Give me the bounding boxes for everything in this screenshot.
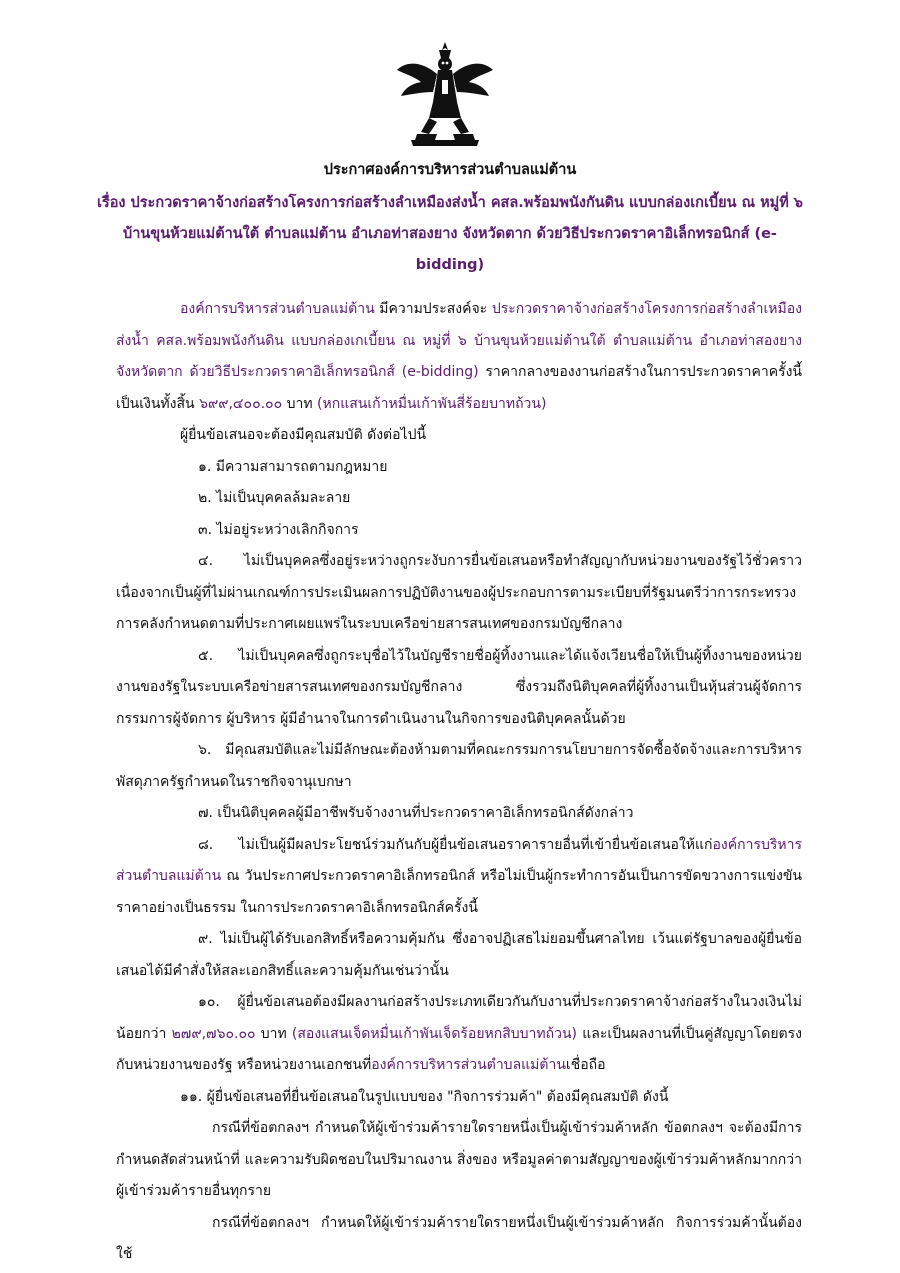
q10-text-b: และเป็นผลงานที่เป็นคู่สัญญาโดยตรงกับหน่วยงานของรัฐ หรือหน่วยงานเอกชนที่ [116, 1025, 802, 1073]
budget-amount: ๖๙๙,๔๐๐.๐๐ [199, 395, 283, 412]
qualification-1: ๑. มีความสามารถตามกฎหมาย [198, 458, 388, 475]
qualification-7: ๗. เป็นนิติบุคคลผู้มีอาชีพรับจ้างงานที่ประกวดราคาอิเล็กทรอนิกส์ดังกล่าว [198, 805, 634, 821]
qualification-2: ๒. ไม่เป็นบุคคลล้มละลาย [198, 490, 351, 506]
org-name-link: องค์การบริหารส่วนตำบลแม่ต้าน [180, 301, 375, 317]
intro-price-text: ราคากลางของงานก่อสร้างในการประกวดราคาครั้งนี้เป็นเงินทั้งสิ้น [116, 364, 802, 412]
q8-org-name: องค์การบริหารส่วนตำบลแม่ต้าน [116, 836, 802, 884]
q10-text-c: เชื่อถือ [565, 1057, 606, 1073]
intro-paragraph [116, 294, 802, 420]
q10-org-name: องค์การบริหารส่วนตำบลแม่ต้าน [371, 1057, 566, 1073]
q10-amount: ๒๗๙,๗๖๐.๐๐ [171, 1025, 256, 1042]
qualification-9: ๙. ไม่เป็นผู้ได้รับเอกสิทธิ์หรือความคุ้มกัน ซึ่งอาจปฏิเสธไม่ยอมขึ้นศาลไทย เว้นแต่รัฐบาลของผู้ยื่นข้อเสนอได้มีคำสั่งให้สละเอกสิทธิ์และความคุ้มกันเช่นว่านั้น [116, 931, 802, 979]
q10-baht: บาท [255, 1025, 292, 1042]
qualification-3: ๓. ไม่อยู่ระหว่างเลิกกิจการ [198, 521, 359, 538]
intro-baht: บาท [282, 395, 318, 412]
qualification-8 [116, 830, 802, 925]
budget-amount-words: (หกแสนเก้าหมื่นเก้าพันสี่ร้อยบาทถ้วน) [317, 395, 547, 412]
q8-text-b: ณ วันประกาศประกวดราคาอิเล็กทรอนิกส์ หรือไม่เป็นผู้กระทำการอันเป็นการขัดขวางการแข่งขันราคาอย่างเป็นธรรม ในการประกวดราคาอิเล็กทรอนิกส์ครั้งนี้ [116, 868, 802, 916]
qualification-4: ๔. ไม่เป็นบุคคลซึ่งอยู่ระหว่างถูกระงับการยื่นข้อเสนอหรือทำสัญญากับหน่วยงานของรัฐไว้ชั่วคราว เนื่องจากเป็นผู้ที่ไม่ผ่านเกณฑ์การประเมินผลการปฏิบัติงานของผู้ประกอบการตามระเบียบที่รัฐมนตรีว่าการกระทรวงการคลังกำหนดตามที่ประกาศเผยแพร่ในระบบเครือข่ายสารสนเทศของกรมบัญชีกลาง [116, 553, 802, 632]
announcement-title: ประกาศองค์การบริหารส่วนตำบลแม่ต้าน [323, 162, 577, 178]
q10-text-a: ๑๐. ผู้ยื่นข้อเสนอต้องมีผลงานก่อสร้างประเภทเดียวกันกับงานที่ประกวดราคาจ้างก่อสร้างในวงเงินไม่น้อยกว่า [116, 994, 802, 1042]
qualification-10 [116, 987, 802, 1082]
document-body [116, 294, 802, 1271]
intro-want: มีความประสงค์จะ [374, 301, 492, 317]
qualifications-intro: ผู้ยื่นข้อเสนอจะต้องมีคุณสมบัติ ดังต่อไปนี้ [180, 427, 427, 443]
joint-venture-clause-1: กรณีที่ข้อตกลงฯ กำหนดให้ผู้เข้าร่วมค้ารายใดรายหนึ่งเป็นผู้เข้าร่วมค้าหลัก ข้อตกลงฯ จะต้องมีการกำหนดสัดส่วนหน้าที่ และความรับผิดชอบในปริมาณงาน สิ่งของ หรือมูลค่าตามสัญญาของผู้เข้าร่วมค้าหลักมากกว่าผู้เข้าร่วมค้ารายอื่นทุกราย [116, 1120, 802, 1199]
qualification-6: ๖. มีคุณสมบัติและไม่มีลักษณะต้องห้ามตามที่คณะกรรมการนโยบายการจัดซื้อจัดจ้างและการบริหารพัสดุภาครัฐกำหนดในราชกิจจานุเบกษา [116, 742, 802, 790]
qualification-11: ๑๑. ผู้ยื่นข้อเสนอที่ยื่นข้อเสนอในรูปแบบของ "กิจการร่วมค้า" ต้องมีคุณสมบัติ ดังนี้ [180, 1088, 669, 1105]
announcement-subject: เรื่อง ประกวดราคาจ้างก่อสร้างโครงการก่อสร้างลำเหมืองส่งน้ำ คสล.พร้อมพนังกันดิน แบบกล่องเกเบี้ยน ณ หมู่ที่ ๖ บ้านขุนห้วยแม่ต้านใต้ ตำบลแม่ต้าน อำเภอท่าสองยาง จังหวัดตาก ด้วยวิธีประกวดราคาอิเล็กทรอนิกส์ (e-bidding) [96, 195, 804, 273]
joint-venture-clause-2: กรณีที่ข้อตกลงฯ กำหนดให้ผู้เข้าร่วมค้ารายใดรายหนึ่งเป็นผู้เข้าร่วมค้าหลัก กิจการร่วมค้านั้นต้องใช้ [116, 1214, 802, 1262]
project-name: ประกวดราคาจ้างก่อสร้างโครงการก่อสร้างลำเหมืองส่งน้ำ คสล.พร้อมพนังกันดิน แบบกล่องเกเบี้ยน ณ หมู่ที่ ๖ บ้านขุนห้วยแม่ต้านใต้ ตำบลแม่ต้าน อำเภอท่าสองยาง จังหวัดตาก ด้วยวิธีประกวดราคาอิเล็กทรอนิกส์ (e-bidding) [116, 301, 802, 380]
q10-amount-words: (สองแสนเจ็ดหมื่นเก้าพันเจ็ดร้อยหกสิบบาทถ้วน) [291, 1025, 578, 1042]
garuda-emblem-icon [393, 40, 497, 150]
qualification-5: ๕. ไม่เป็นบุคคลซึ่งถูกระบุชื่อไว้ในบัญชีรายชื่อผู้ทิ้งงานและได้แจ้งเวียนชื่อให้เป็นผู้ทิ้งงานของหน่วยงานของรัฐในระบบเครือข่ายสารสนเทศของกรมบัญชีกลาง ซึ่งรวมถึงนิติบุคคลที่ผู้ทิ้งงานเป็นหุ้นส่วนผู้จัดการ กรรมการผู้จัดการ ผู้บริหาร ผู้มีอำนาจในการดำเนินงานในกิจการของนิติบุคคลนั้นด้วย [116, 647, 802, 727]
q8-text-a: ๘. ไม่เป็นผู้มีผลประโยชน์ร่วมกันกับผู้ยื่นข้อเสนอราคารายอื่นที่เข้ายื่นข้อเสนอให้แก่ [198, 836, 713, 853]
